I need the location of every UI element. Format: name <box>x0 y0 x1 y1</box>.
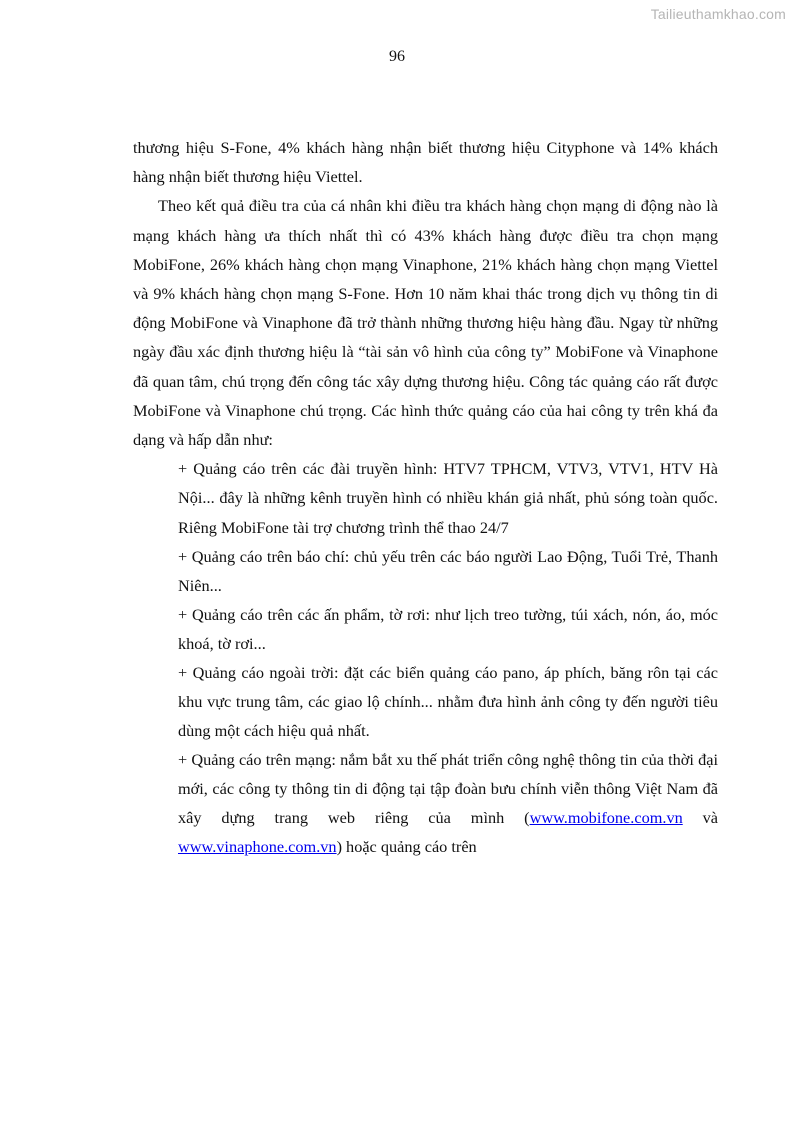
list-item-text: ) hoặc quảng cáo trên <box>336 837 477 857</box>
advertising-list <box>178 454 718 861</box>
list-item-text: và <box>682 808 719 828</box>
vinaphone-link[interactable]: www.vinaphone.com.vn <box>178 837 337 857</box>
paragraph: thương hiệu S-Fone, 4% khách hàng nhận biết thương hiệu Cityphone và 14% khách hàng nhận biết thương hiệu Viettel. <box>133 138 718 187</box>
paragraph: Theo kết quả điều tra của cá nhân khi điều tra khách hàng chọn mạng di động nào là mạng khách hàng ưa thích nhất thì có 43% khách hàng được điều tra chọn mạng MobiFone, 26% khách hàng chọn mạng Vinaphone, 21% khách hàng chọn mạng Viettel và 9% khách hàng chọn mạng S-Fone. Hơn 10 năm khai thác trong dịch vụ thông tin di động MobiFone và Vinaphone đã trở thành những thương hiệu hàng đầu. Ngay từ những ngày đầu xác định thương hiệu là “tài sản vô hình của công ty” MobiFone và Vinaphone đã quan tâm, chú trọng đến công tác xây dựng thương hiệu. Công tác quảng cáo rất được MobiFone và Vinaphone chú trọng. Các hình thức quảng cáo của hai công ty trên khá đa dạng và hấp dẫn như: <box>133 196 718 450</box>
list-item: + Quảng cáo trên các đài truyền hình: HTV7 TPHCM, VTV3, VTV1, HTV Hà Nội... đây là những kênh truyền hình có nhiều khán giả nhất, phủ sóng toàn quốc. Riêng MobiFone tài trợ chương trình thể thao 24/7 <box>178 459 718 537</box>
list-item: + Quảng cáo ngoài trời: đặt các biển quảng cáo pano, áp phích, băng rôn tại các khu vực trung tâm, các giao lộ chính... nhằm đưa hình ảnh công ty đến người tiêu dùng một cách hiệu quả nhất. <box>178 662 718 740</box>
watermark: Tailieuthamkhao.com <box>650 6 786 22</box>
list-item-text: + Quảng cáo trên mạng: nắm bắt xu thế phát triển công nghệ thông tin của thời đại mới, các công ty thông tin di động tại tập đoàn bưu chính viễn thông Việt Nam đã xây dựng trang web riêng của mình ( <box>178 749 718 828</box>
mobifone-link[interactable]: www.mobifone.com.vn <box>529 808 683 828</box>
list-item: + Quảng cáo trên các ấn phẩm, tờ rơi: như lịch treo tường, túi xách, nón, áo, móc khoá, tờ rơi... <box>178 604 718 653</box>
list-item: + Quảng cáo trên báo chí: chủ yếu trên các báo người Lao Động, Tuổi Trẻ, Thanh Niên... <box>178 546 718 595</box>
document-body <box>133 133 718 862</box>
page-number: 96 <box>389 48 405 65</box>
list-item <box>178 745 718 862</box>
